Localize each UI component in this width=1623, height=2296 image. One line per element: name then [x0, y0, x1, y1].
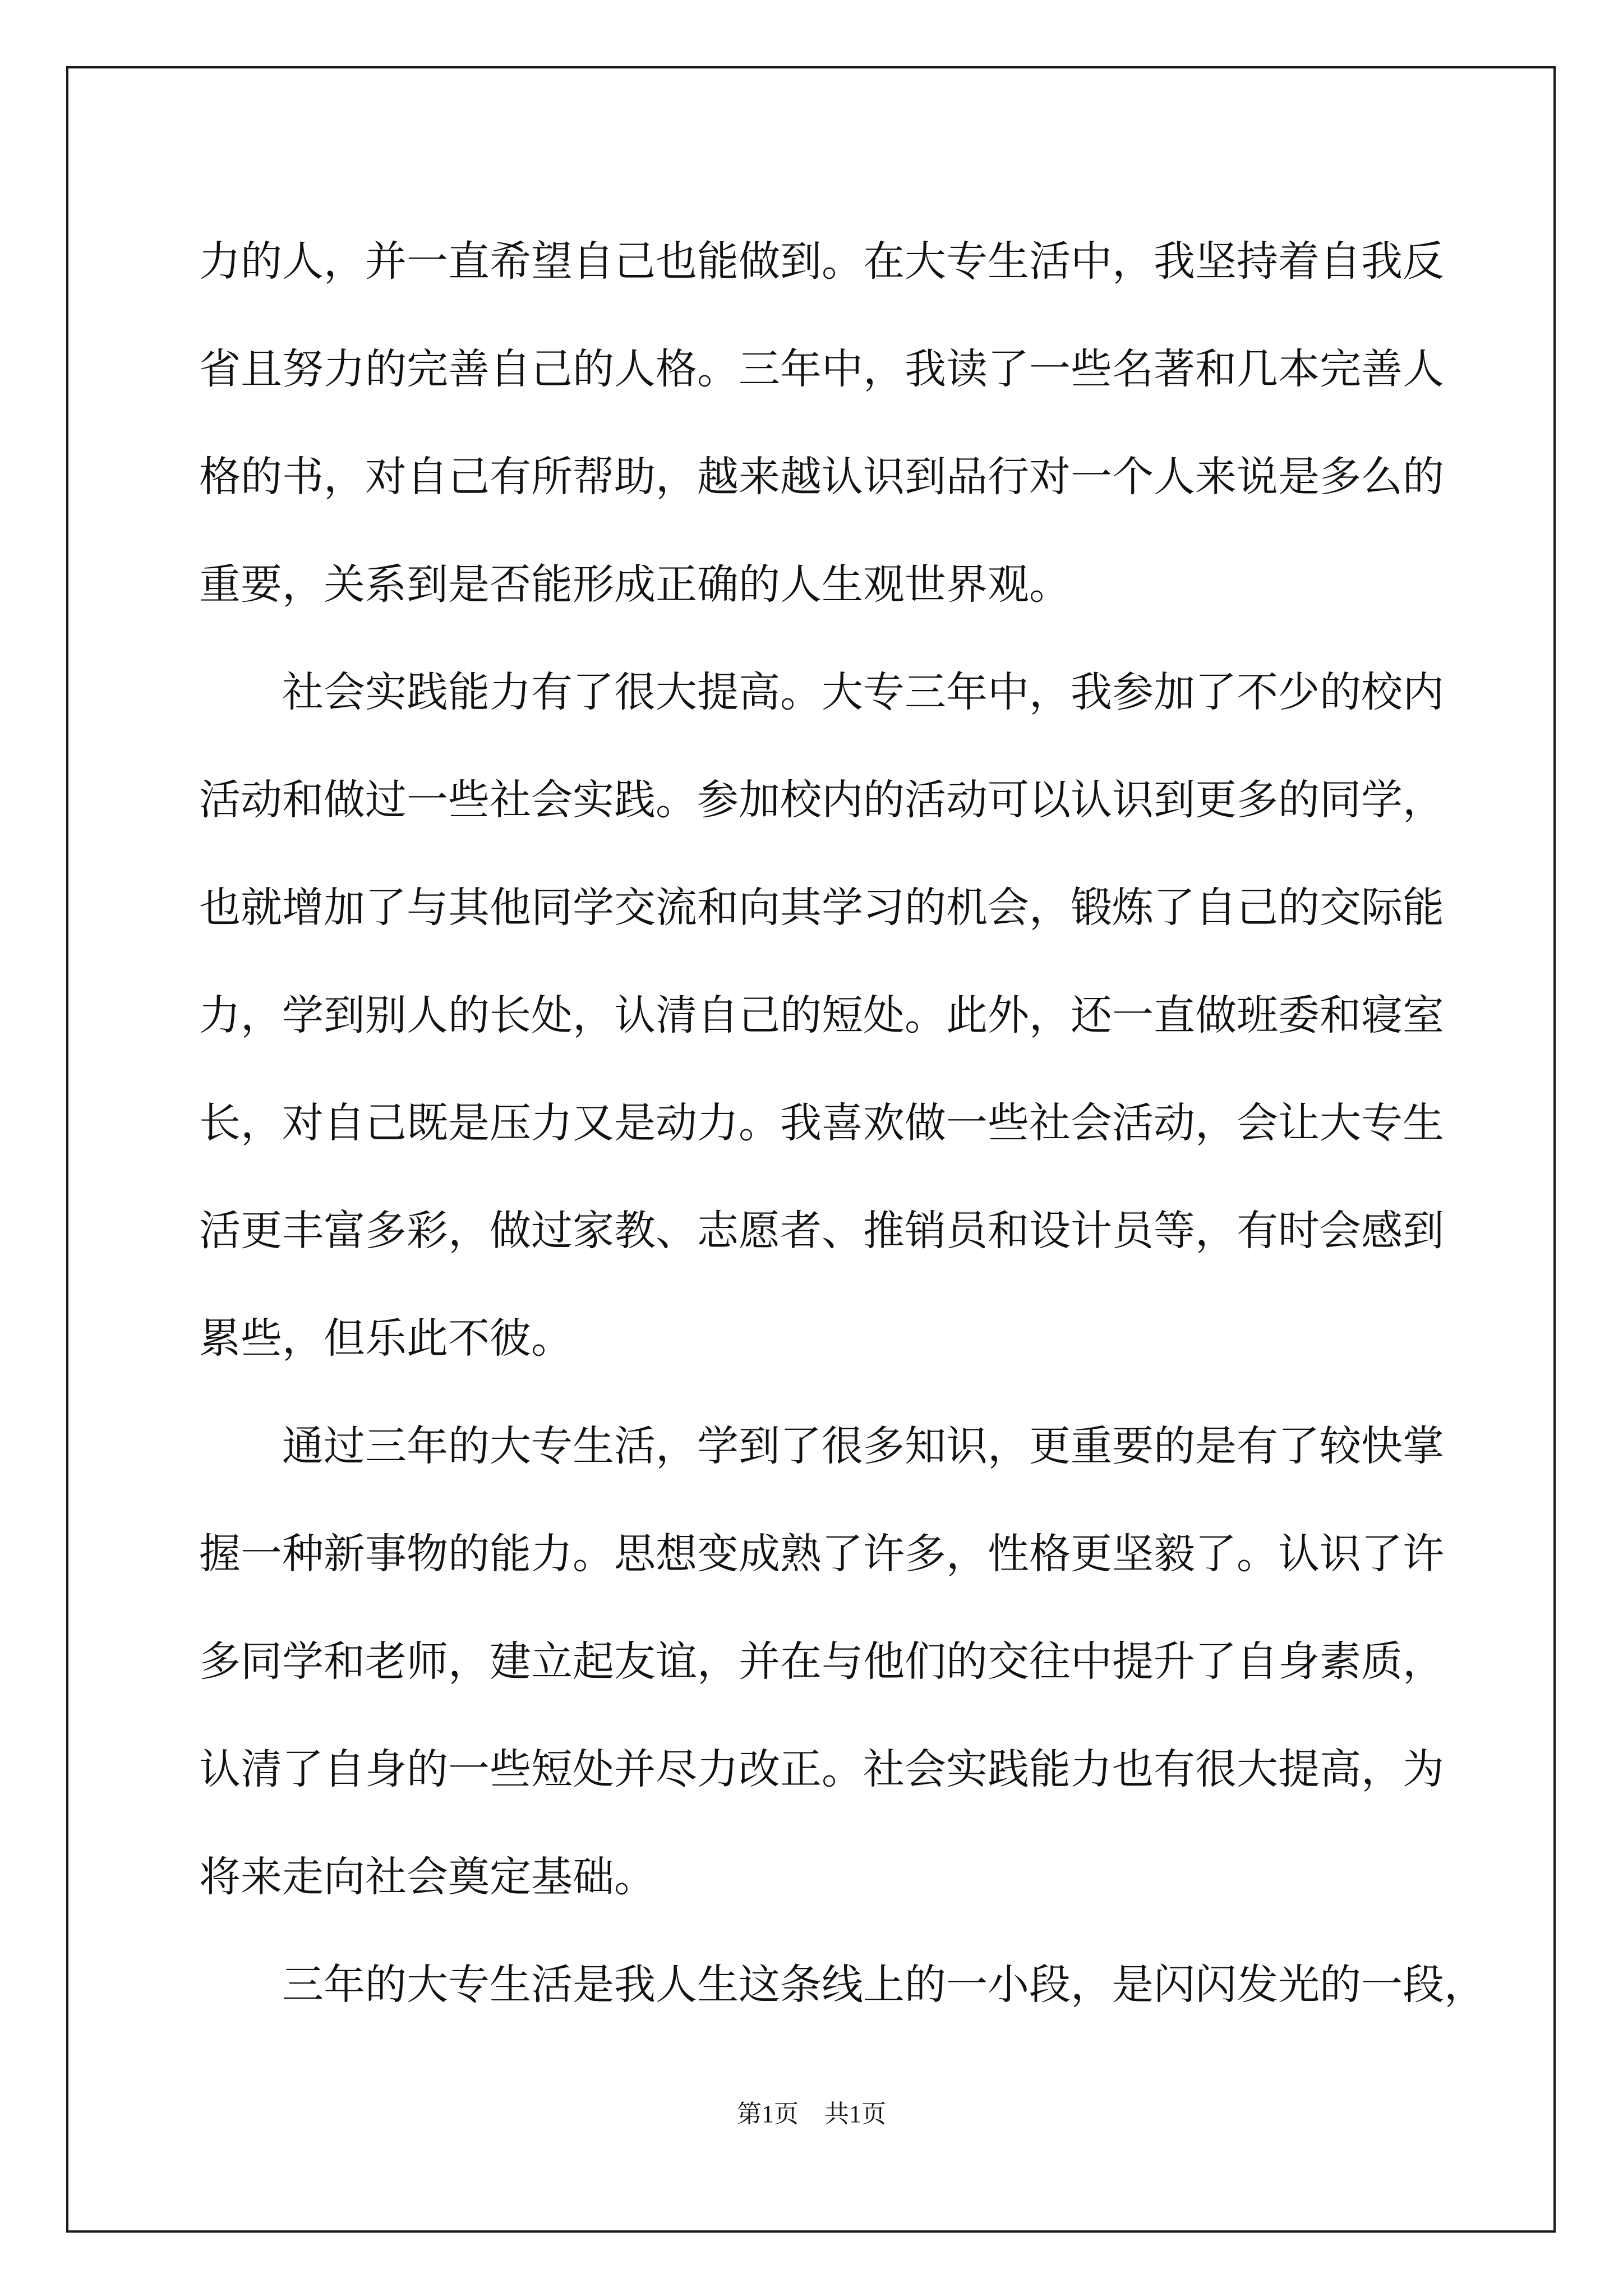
text-line-8: 力，学到别人的长处，认清自己的短处。此外，还一直做班委和寝室	[199, 991, 1444, 1039]
text-line-1: 力的人，并一直希望自己也能做到。在大专生活中，我坚持着自我反	[199, 237, 1444, 286]
text-line-17: 三年的大专生活是我人生这条线上的一小段，是闪闪发光的一段，	[282, 1961, 1486, 2009]
page-number-total: 共1页	[824, 2100, 886, 2128]
text-line-11: 累些，但乐此不彼。	[199, 1314, 573, 1363]
text-line-15: 认清了自身的一些短处并尽力改正。社会实践能力也有很大提高，为	[199, 1745, 1444, 1793]
text-line-9: 长，对自己既是压力又是动力。我喜欢做一些社会活动，会让大专生	[199, 1099, 1444, 1147]
text-line-2: 省且努力的完善自己的人格。三年中，我读了一些名著和几本完善人	[199, 345, 1444, 393]
text-line-13: 握一种新事物的能力。思想变成熟了许多，性格更坚毅了。认识了许	[199, 1530, 1444, 1578]
text-line-4: 重要，关系到是否能形成正确的人生观世界观。	[199, 560, 1071, 609]
page-number-current: 第1页	[737, 2100, 799, 2128]
document-body	[199, 208, 1486, 2039]
page-footer	[0, 2093, 1623, 2129]
text-line-16: 将来走向社会奠定基础。	[199, 1853, 656, 1901]
text-line-12: 通过三年的大专生活，学到了很多知识，更重要的是有了较快掌	[282, 1422, 1444, 1470]
text-line-14: 多同学和老师，建立起友谊，并在与他们的交往中提升了自身素质，	[199, 1637, 1444, 1686]
text-line-3: 格的书，对自己有所帮助，越来越认识到品行对一个人来说是多么的	[199, 453, 1444, 501]
text-line-10: 活更丰富多彩，做过家教、志愿者、推销员和设计员等，有时会感到	[199, 1207, 1444, 1255]
text-line-7: 也就增加了与其他同学交流和向其学习的机会，锻炼了自己的交际能	[199, 884, 1444, 932]
text-line-5: 社会实践能力有了很大提高。大专三年中，我参加了不少的校内	[282, 668, 1444, 716]
text-line-6: 活动和做过一些社会实践。参加校内的活动可以认识到更多的同学，	[199, 776, 1444, 824]
